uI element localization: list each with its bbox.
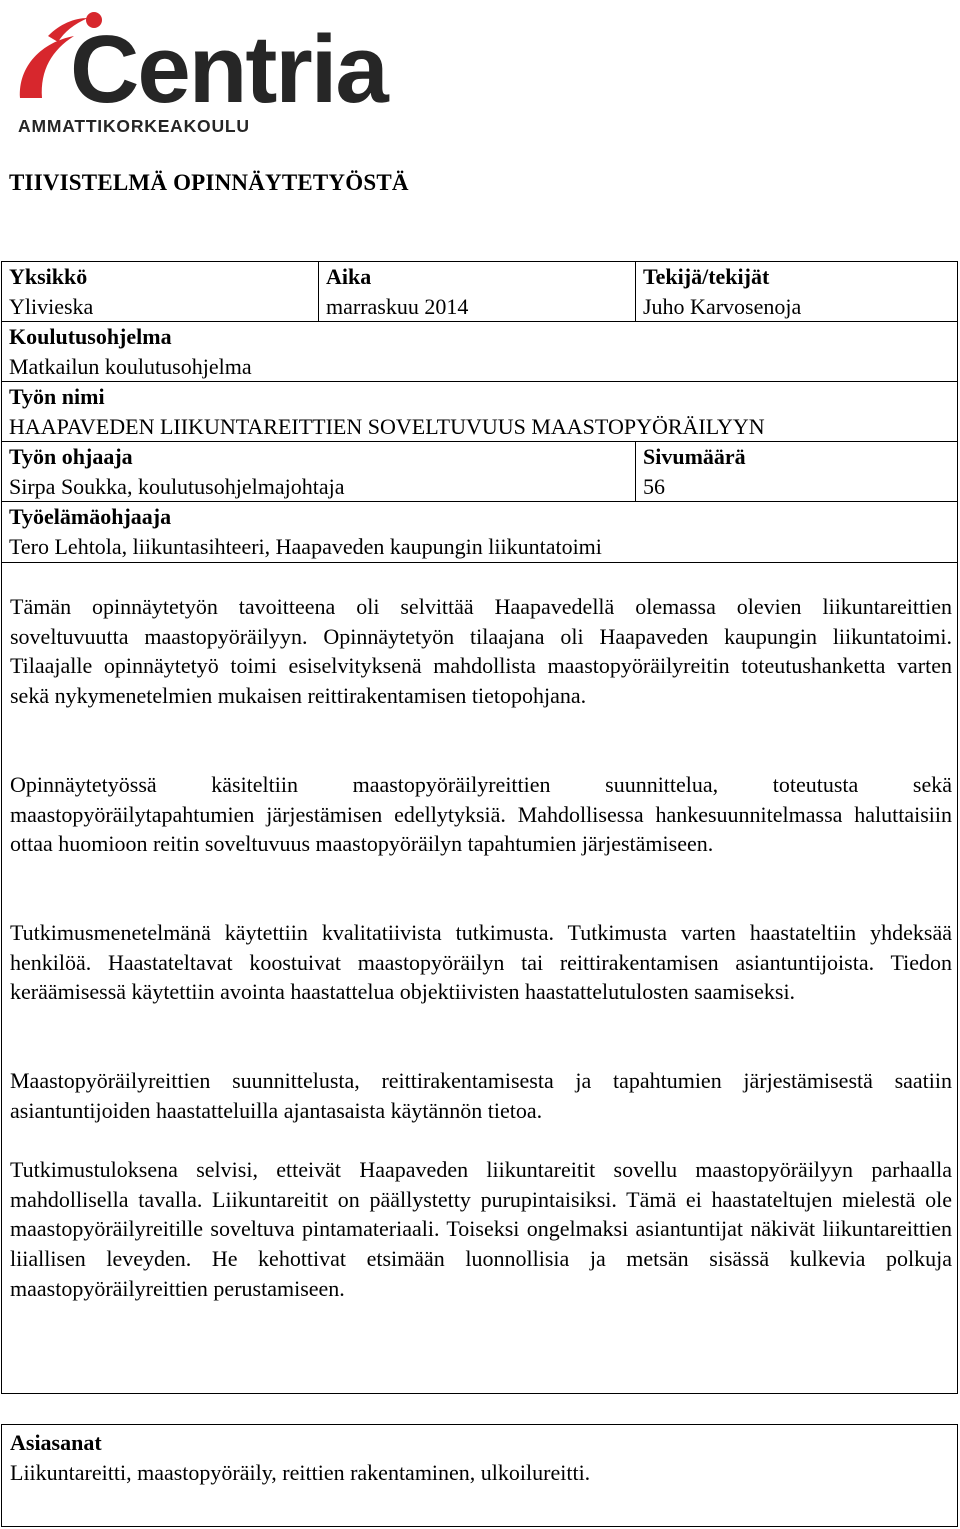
programme-cell bbox=[9, 322, 252, 382]
table-divider bbox=[635, 262, 636, 321]
logo-subtitle: AMMATTIKORKEAKOULU bbox=[18, 116, 250, 136]
work-supervisor-value: Tero Lehtola, liikuntasihteeri, Haapaveden kaupungin liikuntatoimi bbox=[9, 534, 602, 559]
info-table bbox=[1, 261, 958, 563]
work-name-label: Työn nimi bbox=[9, 384, 105, 409]
keywords-value: Liikuntareitti, maastopyöräily, reittien rakentaminen, ulkoilureitti. bbox=[10, 1460, 591, 1485]
unit-label: Yksikkö bbox=[9, 264, 88, 289]
time-cell bbox=[326, 262, 468, 322]
supervisor-label: Työn ohjaaja bbox=[9, 444, 133, 469]
centria-logo bbox=[12, 6, 392, 136]
programme-value: Matkailun koulutusohjelma bbox=[9, 354, 252, 379]
time-value: marraskuu 2014 bbox=[326, 294, 469, 319]
work-supervisor-label: Työelämäohjaaja bbox=[9, 504, 172, 529]
abstract-paragraph: Tutkimustuloksena selvisi, etteivät Haapaveden liikuntareitit sovellu maastopyöräilyyn parhaalla mahdollisella tavalla. Liikuntareitit on päällystetty purupintaisiksi. Tämä ei haastateltujen mielestä ole maastopyöräilyreitille soveltuva pintamateriaali. Toiseksi ongelmaksi asiantuntijat näkivät liikuntareittien liiallisen leveyden. He kehottivat etsimään luonnollisia ja metsän sisässä kulkevia polkuja maastopyöräilyreittien perustamiseen. bbox=[10, 1157, 952, 1301]
pages-cell bbox=[643, 442, 746, 502]
abstract-paragraph: Tämän opinnäytetyön tavoitteena oli selvittää Haapavedellä olemassa olevien liikuntareittien soveltuvuutta maastopyöräilyyn. Opinnäytetyön tilaajana oli Haapaveden kaupungin liikuntatoimi. Tilaajalle opinnäytetyö toimi esiselvityksenä mahdollista maastopyöräilyreitin toteutushanketta varten sekä nykymenetelmien mukaisen reittirakentamisen tietopohjana. bbox=[10, 594, 952, 709]
programme-label: Koulutusohjelma bbox=[9, 324, 172, 349]
abstract-paragraph: Opinnäytetyössä käsiteltiin maastopyöräilyreittien suunnittelua, toteutusta sekä maastopyöräilytapahtumien järjestämisen edellytyksiä. Mahdollisessa hankesuunnitelmassa haluttaisiin ottaa huomioon reitin soveltuvuus maastopyöräilyn tapahtumien järjestämiseen. bbox=[10, 772, 952, 857]
keywords-box bbox=[1, 1424, 958, 1527]
supervisor-value: Sirpa Soukka, koulutusohjelmajohtaja bbox=[9, 474, 345, 499]
time-label: Aika bbox=[326, 264, 372, 289]
table-divider bbox=[635, 441, 636, 501]
keywords-label: Asiasanat bbox=[10, 1430, 102, 1455]
table-divider bbox=[318, 262, 319, 321]
document-title: TIIVISTELMÄ OPINNÄYTETYÖSTÄ bbox=[9, 170, 409, 195]
authors-cell bbox=[643, 262, 801, 322]
work-supervisor-cell bbox=[9, 502, 602, 562]
abstract-paragraph: Maastopyöräilyreittien suunnittelusta, reittirakentamisesta ja tapahtumien järjestämisestä saatiin asiantuntijoiden haastatteluilla ajantasaista käytännön tietoa. bbox=[10, 1068, 952, 1123]
work-name-value: HAAPAVEDEN LIIKUNTAREITTIEN SOVELTUVUUS MAASTOPYÖRÄILYYN bbox=[9, 414, 765, 439]
unit-cell bbox=[9, 262, 93, 322]
pages-label: Sivumäärä bbox=[643, 444, 746, 469]
supervisor-cell bbox=[9, 442, 344, 502]
abstract-box bbox=[1, 562, 958, 1394]
work-name-cell bbox=[9, 382, 765, 442]
unit-value: Ylivieska bbox=[9, 294, 94, 319]
authors-value: Juho Karvosenoja bbox=[643, 294, 802, 319]
abstract-paragraph: Tutkimusmenetelmänä käytettiin kvalitatiivista tutkimusta. Tutkimusta varten haastateltiin yhdeksää henkilöä. Haastateltavat koostuivat maastopyöräilyn tai reittirakentamisen asiantuntijoista. Tiedon keräämisessä käytettiin avointa haastattelua objektiivisten haastattelutulosten saamiseksi. bbox=[10, 920, 952, 1005]
pages-value: 56 bbox=[643, 474, 665, 499]
logo-wordmark: Centria bbox=[70, 16, 387, 123]
authors-label: Tekijä/tekijät bbox=[643, 264, 770, 289]
